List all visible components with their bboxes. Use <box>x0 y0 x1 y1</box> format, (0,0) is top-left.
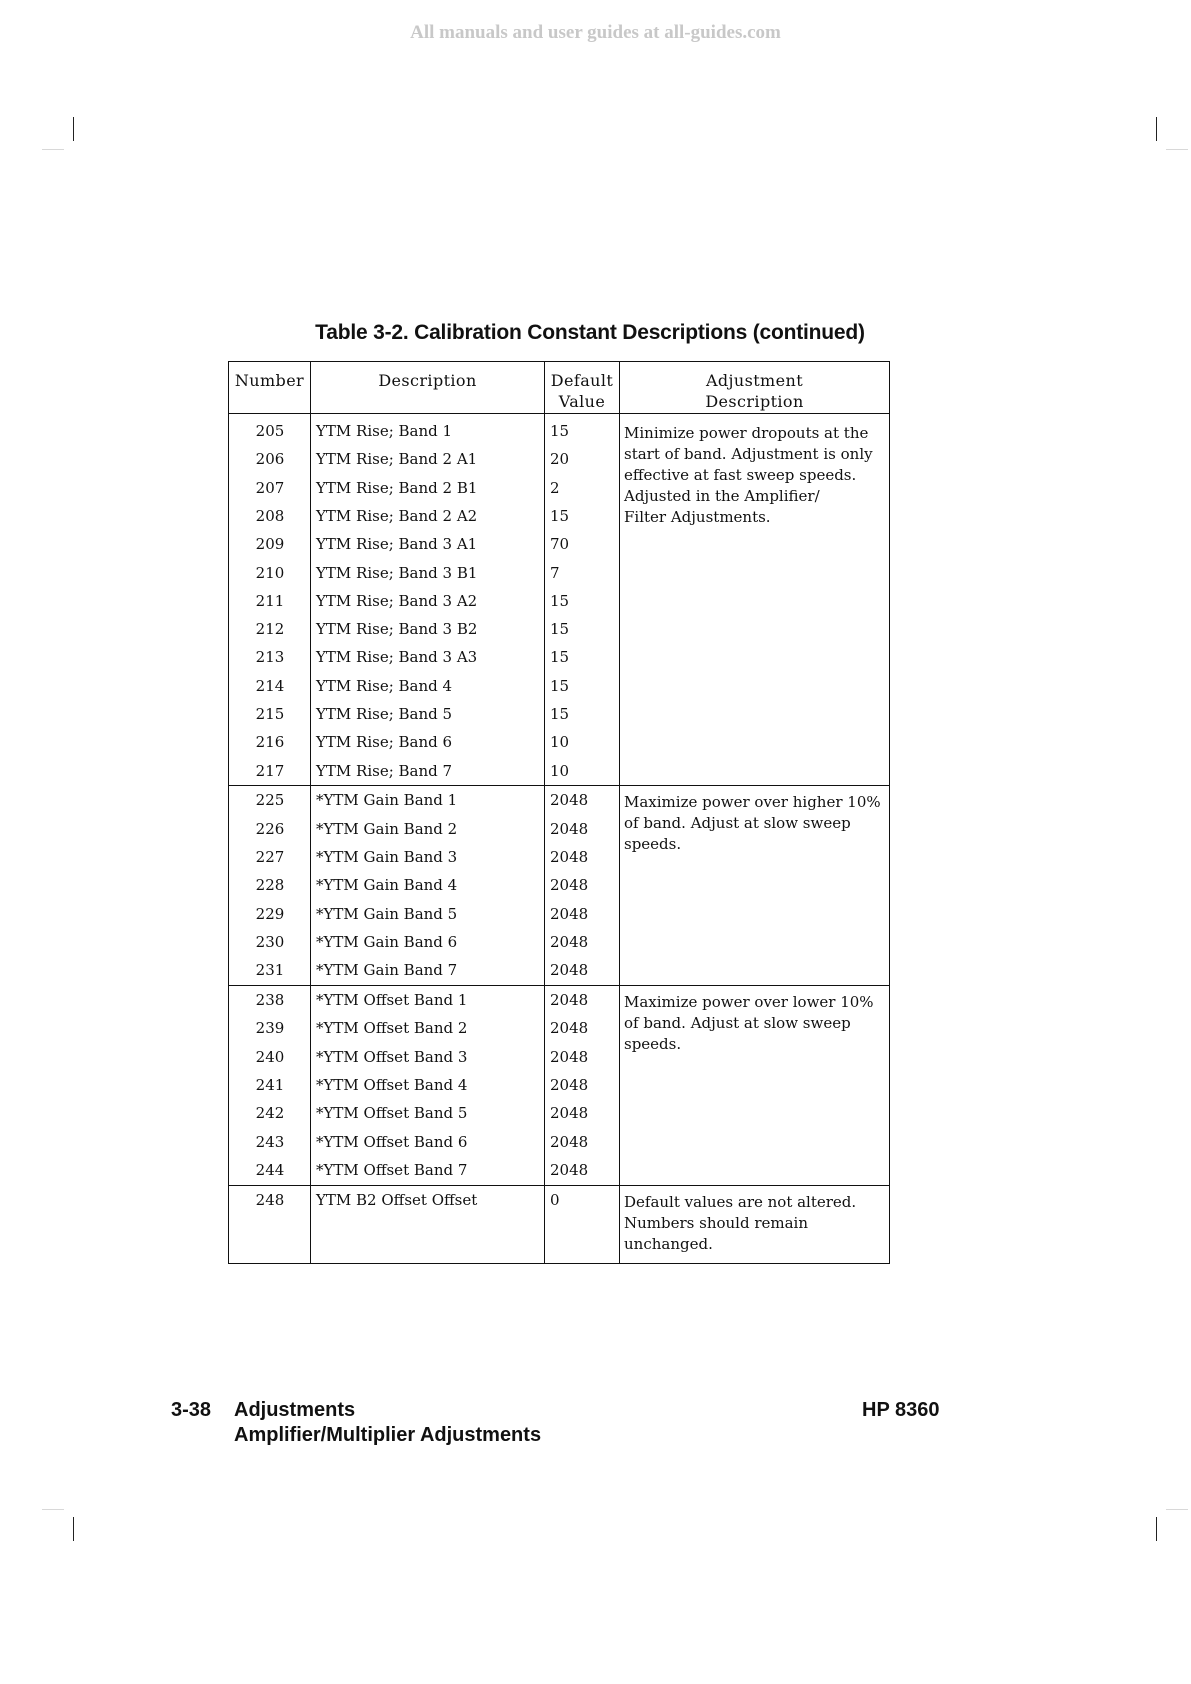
row-default-value: 2048 <box>550 819 589 838</box>
row-number: 213 <box>255 648 285 667</box>
row-description: *YTM Gain Band 6 <box>316 932 458 951</box>
row-default-value: 15 <box>550 648 570 667</box>
row-description: *YTM Gain Band 3 <box>316 848 458 866</box>
row-default-value: 15 <box>550 705 570 723</box>
crop-mark-bottom-right-h <box>1166 1509 1188 1510</box>
row-default-value: 10 <box>550 761 570 780</box>
row-number: 228 <box>255 876 285 895</box>
adjustment-line: Adjusted in the Amplifier/ <box>624 487 820 505</box>
row-default-value: 2048 <box>550 848 589 866</box>
adjustment-description-cell <box>624 1192 886 1255</box>
row-number: 230 <box>255 932 285 951</box>
row-number: 227 <box>255 848 285 866</box>
column-divider <box>619 362 620 1263</box>
row-number: 241 <box>255 1075 285 1094</box>
table-title: Table 3-2. Calibration Constant Descriptions (continued) <box>315 321 865 344</box>
row-number: 242 <box>255 1104 285 1123</box>
row-default-value: 20 <box>550 450 570 469</box>
row-description: *YTM Offset Band 4 <box>316 1075 468 1094</box>
row-default-value: 2048 <box>550 1104 589 1123</box>
row-description: YTM Rise; Band 1 <box>316 422 453 440</box>
crop-mark-top-right-h <box>1166 149 1188 150</box>
adjustment-line: Minimize power dropouts at the <box>624 424 869 442</box>
row-default-value: 2048 <box>550 1160 589 1179</box>
header-description-label: Description <box>378 371 477 390</box>
adjustment-line: Numbers should remain <box>624 1213 809 1232</box>
row-description: *YTM Gain Band 1 <box>316 791 458 810</box>
header-default-line1: Default <box>550 371 614 390</box>
row-description: YTM Rise; Band 7 <box>316 761 453 780</box>
row-default-value: 15 <box>550 676 570 695</box>
row-default-value: 2048 <box>550 1019 589 1038</box>
header-default-value <box>545 370 619 412</box>
group-divider <box>229 1185 889 1186</box>
adjustment-description-cell <box>624 423 886 528</box>
crop-mark-top-left <box>73 117 74 141</box>
row-default-value: 15 <box>550 591 570 610</box>
crop-mark-top-right <box>1156 117 1157 141</box>
row-description: YTM Rise; Band 6 <box>316 733 453 752</box>
row-description: *YTM Offset Band 2 <box>316 1019 468 1038</box>
row-description: *YTM Offset Band 7 <box>316 1160 468 1179</box>
row-default-value: 2048 <box>550 904 589 923</box>
row-default-value: 15 <box>550 620 570 639</box>
row-description: YTM Rise; Band 5 <box>316 705 453 723</box>
row-number: 238 <box>255 991 285 1009</box>
row-description: YTM B2 Offset Offset <box>316 1190 478 1209</box>
watermark: All manuals and user guides at all-guides.com <box>410 22 781 43</box>
row-description: *YTM Gain Band 7 <box>316 961 458 980</box>
row-number: 215 <box>255 705 285 723</box>
row-default-value: 2048 <box>550 1132 589 1151</box>
row-description: *YTM Offset Band 6 <box>316 1132 468 1151</box>
row-description: YTM Rise; Band 2 B1 <box>316 478 478 497</box>
row-description: YTM Rise; Band 3 A3 <box>316 648 478 667</box>
row-number: 214 <box>255 676 285 695</box>
row-number: 208 <box>255 506 285 525</box>
footer-page-number: 3-38 <box>171 1399 212 1421</box>
adjustment-line: Filter Adjustments. <box>624 508 771 526</box>
calibration-constants-table <box>228 361 890 1264</box>
header-adjustment-line1: Adjustment <box>705 371 804 390</box>
header-adjustment-description <box>620 370 889 412</box>
adjustment-description-cell <box>624 992 886 1055</box>
row-description: YTM Rise; Band 2 A1 <box>316 450 478 469</box>
row-description: YTM Rise; Band 2 A2 <box>316 506 478 525</box>
row-number: 231 <box>255 961 285 980</box>
column-divider <box>544 362 545 1263</box>
row-number: 205 <box>255 422 285 440</box>
group-divider <box>229 985 889 986</box>
row-description: YTM Rise; Band 3 A2 <box>316 591 478 610</box>
header-number-label: Number <box>234 371 305 390</box>
row-number: 239 <box>255 1019 285 1038</box>
footer-subsection: Amplifier/Multiplier Adjustments <box>234 1424 542 1446</box>
row-description: YTM Rise; Band 3 B1 <box>316 563 478 582</box>
adjustment-line: start of band. Adjustment is only <box>624 445 873 463</box>
row-number: 209 <box>255 535 285 554</box>
footer-section: Adjustments <box>234 1399 356 1421</box>
row-default-value: 2048 <box>550 791 589 810</box>
adjustment-line: Default values are not altered. <box>624 1192 857 1211</box>
row-number: 212 <box>255 620 285 639</box>
adjustment-line: speeds. <box>624 835 682 854</box>
adjustment-line: of band. Adjust at slow sweep <box>624 1014 851 1032</box>
row-default-value: 70 <box>550 535 570 554</box>
row-default-value: 0 <box>550 1190 560 1209</box>
row-description: *YTM Gain Band 4 <box>316 876 458 895</box>
row-description: *YTM Gain Band 5 <box>316 904 458 923</box>
row-number: 210 <box>255 563 285 582</box>
row-number: 206 <box>255 450 285 469</box>
row-description: *YTM Gain Band 2 <box>316 819 458 838</box>
header-default-line2: Value <box>558 392 606 411</box>
footer-model: HP 8360 <box>862 1399 940 1421</box>
adjustment-description-cell <box>624 792 886 855</box>
row-default-value: 10 <box>550 733 570 752</box>
crop-mark-bottom-right <box>1156 1517 1157 1541</box>
row-description: *YTM Offset Band 1 <box>316 991 468 1009</box>
row-default-value: 15 <box>550 422 570 440</box>
row-description: *YTM Offset Band 3 <box>316 1047 468 1066</box>
header-description <box>311 370 544 391</box>
row-number: 207 <box>255 478 285 497</box>
row-number: 229 <box>255 904 285 923</box>
row-default-value: 2048 <box>550 1075 589 1094</box>
crop-mark-bottom-left <box>73 1517 74 1541</box>
adjustment-line: of band. Adjust at slow sweep <box>624 814 851 833</box>
adjustment-line: speeds. <box>624 1035 682 1053</box>
row-default-value: 2048 <box>550 991 589 1009</box>
row-default-value: 2048 <box>550 876 589 895</box>
row-number: 217 <box>255 761 285 780</box>
row-default-value: 2048 <box>550 961 589 980</box>
row-number: 226 <box>255 819 285 838</box>
adjustment-line: effective at fast sweep speeds. <box>624 466 857 484</box>
crop-mark-top-left-h <box>42 149 64 150</box>
header-divider <box>229 413 889 414</box>
row-description: YTM Rise; Band 3 A1 <box>316 535 478 554</box>
row-number: 248 <box>255 1190 285 1209</box>
row-description: YTM Rise; Band 4 <box>316 676 453 695</box>
row-default-value: 2 <box>550 478 560 497</box>
row-default-value: 2048 <box>550 1047 589 1066</box>
row-number: 240 <box>255 1047 285 1066</box>
row-number: 225 <box>255 791 285 810</box>
row-number: 211 <box>255 591 285 610</box>
row-number: 216 <box>255 733 285 752</box>
header-number <box>229 370 310 391</box>
group-divider <box>229 785 889 786</box>
row-default-value: 15 <box>550 506 570 525</box>
row-number: 244 <box>255 1160 285 1179</box>
adjustment-line: Maximize power over lower 10% <box>624 993 874 1011</box>
row-description: *YTM Offset Band 5 <box>316 1104 468 1123</box>
adjustment-line: unchanged. <box>624 1234 713 1253</box>
row-description: YTM Rise; Band 3 B2 <box>316 620 478 639</box>
row-number: 243 <box>255 1132 285 1151</box>
adjustment-line: Maximize power over higher 10% <box>624 793 881 812</box>
header-adjustment-line2: Description <box>705 392 804 411</box>
row-default-value: 2048 <box>550 932 589 951</box>
crop-mark-bottom-left-h <box>42 1509 64 1510</box>
row-default-value: 7 <box>550 563 560 582</box>
